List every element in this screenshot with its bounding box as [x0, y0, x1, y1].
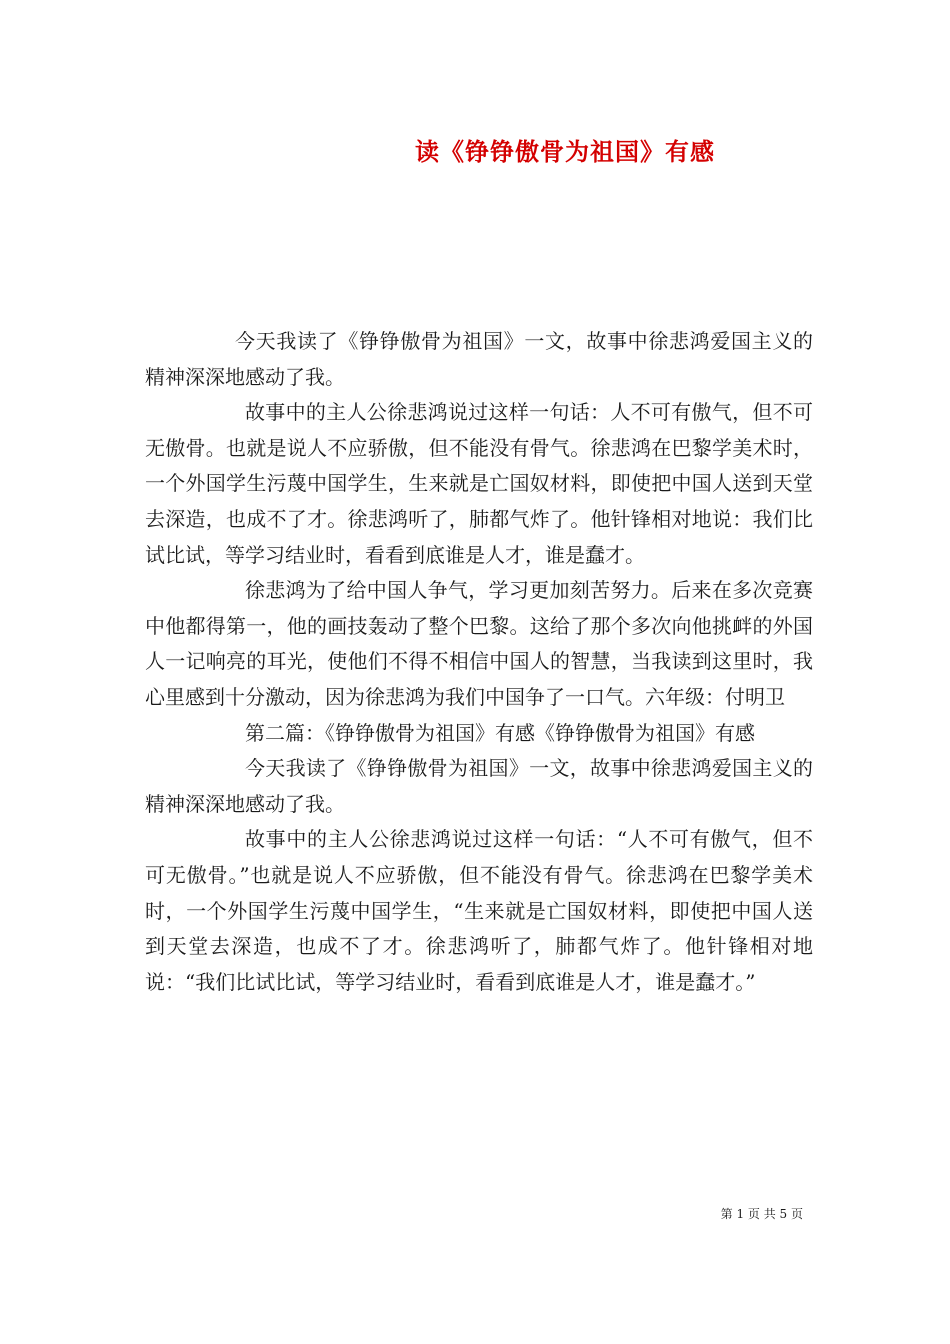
paragraph-6: 故事中的主人公徐悲鸿说过这样一句话：“人不可有傲气，但不可无傲骨。”也就是说人不应骄傲，但不能没有骨气。徐悲鸿在巴黎学美术时，一个外国学生污蔑中国学生，“生来就是亡国奴材料，即使把中国人送到天堂去深造，也成不了才。徐悲鸿听了，肺都气炸了。他针锋相对地说：“我们比试比试，等学习结业时，看看到底谁是人才，谁是蠢才。”	[145, 827, 813, 994]
paragraph-5: 今天我读了《铮铮傲骨为祖国》一文，故事中徐悲鸿爱国主义的精神深深地感动了我。	[145, 756, 813, 816]
paragraph-1: 今天我读了《铮铮傲骨为祖国》一文，故事中徐悲鸿爱国主义的精神深深地感动了我。	[145, 329, 813, 389]
paragraph-2: 故事中的主人公徐悲鸿说过这样一句话：人不可有傲气，但不可无傲骨。也就是说人不应骄傲，但不能没有骨气。徐悲鸿在巴黎学美术时，一个外国学生污蔑中国学生，生来就是亡国奴材料，即使把中国人送到天堂去深造，也成不了才。徐悲鸿听了，肺都气炸了。他针锋相对地说：我们比试比试，等学习结业时，看看到底谁是人才，谁是蠢才。	[145, 400, 813, 567]
page-number-footer: 第 1 页 共 5 页	[720, 1207, 803, 1221]
paragraph-4: 第二篇：《铮铮傲骨为祖国》有感《铮铮傲骨为祖国》有感	[245, 720, 755, 745]
paragraph-3: 徐悲鸿为了给中国人争气，学习更加刻苦努力。后来在多次竞赛中他都得第一，他的画技轰动了整个巴黎。这给了那个多次向他挑衅的外国人一记响亮的耳光，使他们不得不相信中国人的智慧，当我读到这里时，我心里感到十分激动，因为徐悲鸿为我们中国争了一口气。六年级：付明卫	[145, 578, 813, 709]
document-body	[145, 324, 813, 1000]
page-title: 读《铮铮傲骨为祖国》有感	[415, 137, 715, 166]
